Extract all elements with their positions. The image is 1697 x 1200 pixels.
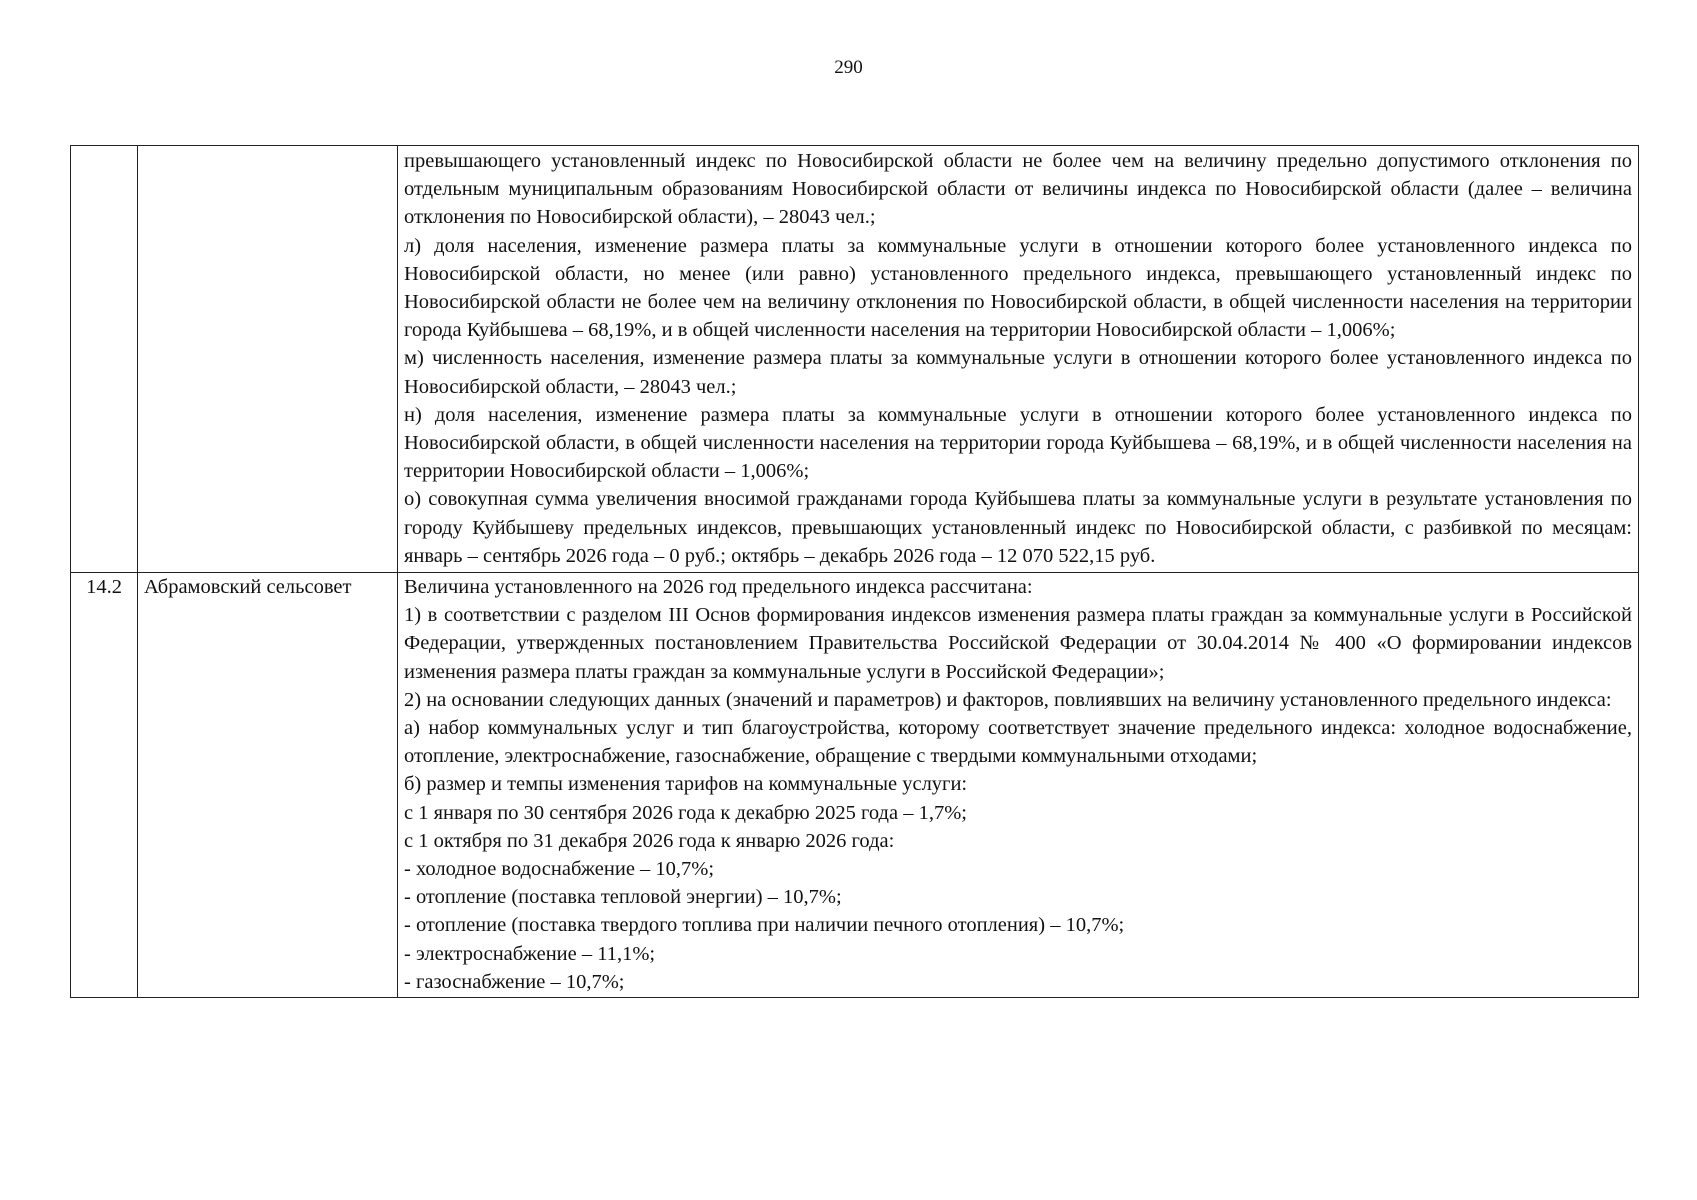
description-cell [398,573,1639,998]
paragraph: - отопление (поставка тепловой энергии) – 10,7%; [404,886,842,909]
paragraph: о) совокупная сумма увеличения вносимой гражданами города Куйбышева платы за коммунальные услуги в результате установления по городу Куйбышеву предельных индексов, превышающих установленный индекс по Новосибирской области, с разбивкой по месяцам: январь – сентябрь 2026 года – 0 руб.; октябрь – декабрь 2026 года – 12 070 522,15 руб. [404,488,1632,567]
municipal-index-table [70,145,1639,998]
paragraph: н) доля населения, изменение размера платы за коммунальные услуги в отношении которого более установленного индекса по Новосибирской области, в общей численности населения на территории города Куйбышева – 68,19%, и в общей численности населения на территории Новосибирской области – 1,006%; [404,403,1632,483]
paragraph: 2) на основании следующих данных (значений и параметров) и факторов, повлиявших на величину установленного предельного индекса: [404,688,1612,711]
paragraph: - электроснабжение – 11,1%; [404,942,656,965]
description-cell [398,146,1639,573]
page-number: 290 [834,57,863,78]
paragraph: л) доля населения, изменение размера платы за коммунальные услуги в отношении которого более установленного индекса по Новосибирской области, но менее (или равно) установленного предельного индекса, превышающего установленный индекс по Новосибирской области не более чем на величину отклонения по Новосибирской области, в общей численности населения на территории города Куйбышева – 68,19%, и в общей численности населения на территории Новосибирской области – 1,006%; [404,234,1632,342]
paragraph: с 1 октября по 31 декабря 2026 года к январю 2026 года: [404,829,895,852]
row-number-cell [71,146,138,573]
municipality-name-cell [138,146,398,573]
table-row [71,573,1639,998]
municipality-name-cell: Абрамовский сельсовет [138,573,398,998]
paragraph: а) набор коммунальных услуг и тип благоустройства, которому соответствует значение предельного индекса: холодное водоснабжение, отопление, электроснабжение, газоснабжение, обращение с твердыми коммунальными отходами; [404,717,1632,768]
paragraph: м) численность населения, изменение размера платы за коммунальные услуги в отношении которого более установленного индекса по Новосибирской области, – 28043 чел.; [404,347,1632,398]
paragraph: превышающего установленный индекс по Новосибирской области не более чем на величину предельно допустимого отклонения по отдельным муниципальным образованиям Новосибирской области от величины индекса по Новосибирской области (далее – величина отклонения по Новосибирской области), – 28043 чел.; [404,150,1632,229]
paragraph: Величина установленного на 2026 год предельного индекса рассчитана: [404,576,1033,599]
paragraph: б) размер и темпы изменения тарифов на коммунальные услуги: [404,773,968,796]
paragraph: - холодное водоснабжение – 10,7%; [404,858,715,881]
row-number-cell: 14.2 [71,573,138,998]
table-row [71,146,1639,573]
paragraph: 1) в соответствии с разделом III Основ формирования индексов изменения размера платы граждан за коммунальные услуги в Российской Федерации, утвержденных постановлением Правительства Российской Федерации от 30.04.2014 № 400 «О формировании индексов изменения размера платы граждан за коммунальные услуги в Российской Федерации»; [404,604,1632,683]
paragraph: - газоснабжение – 10,7%; [404,970,625,993]
paragraph: - отопление (поставка твердого топлива при наличии печного отопления) – 10,7%; [404,914,1125,937]
paragraph: с 1 января по 30 сентября 2026 года к декабрю 2025 года – 1,7%; [404,801,967,824]
